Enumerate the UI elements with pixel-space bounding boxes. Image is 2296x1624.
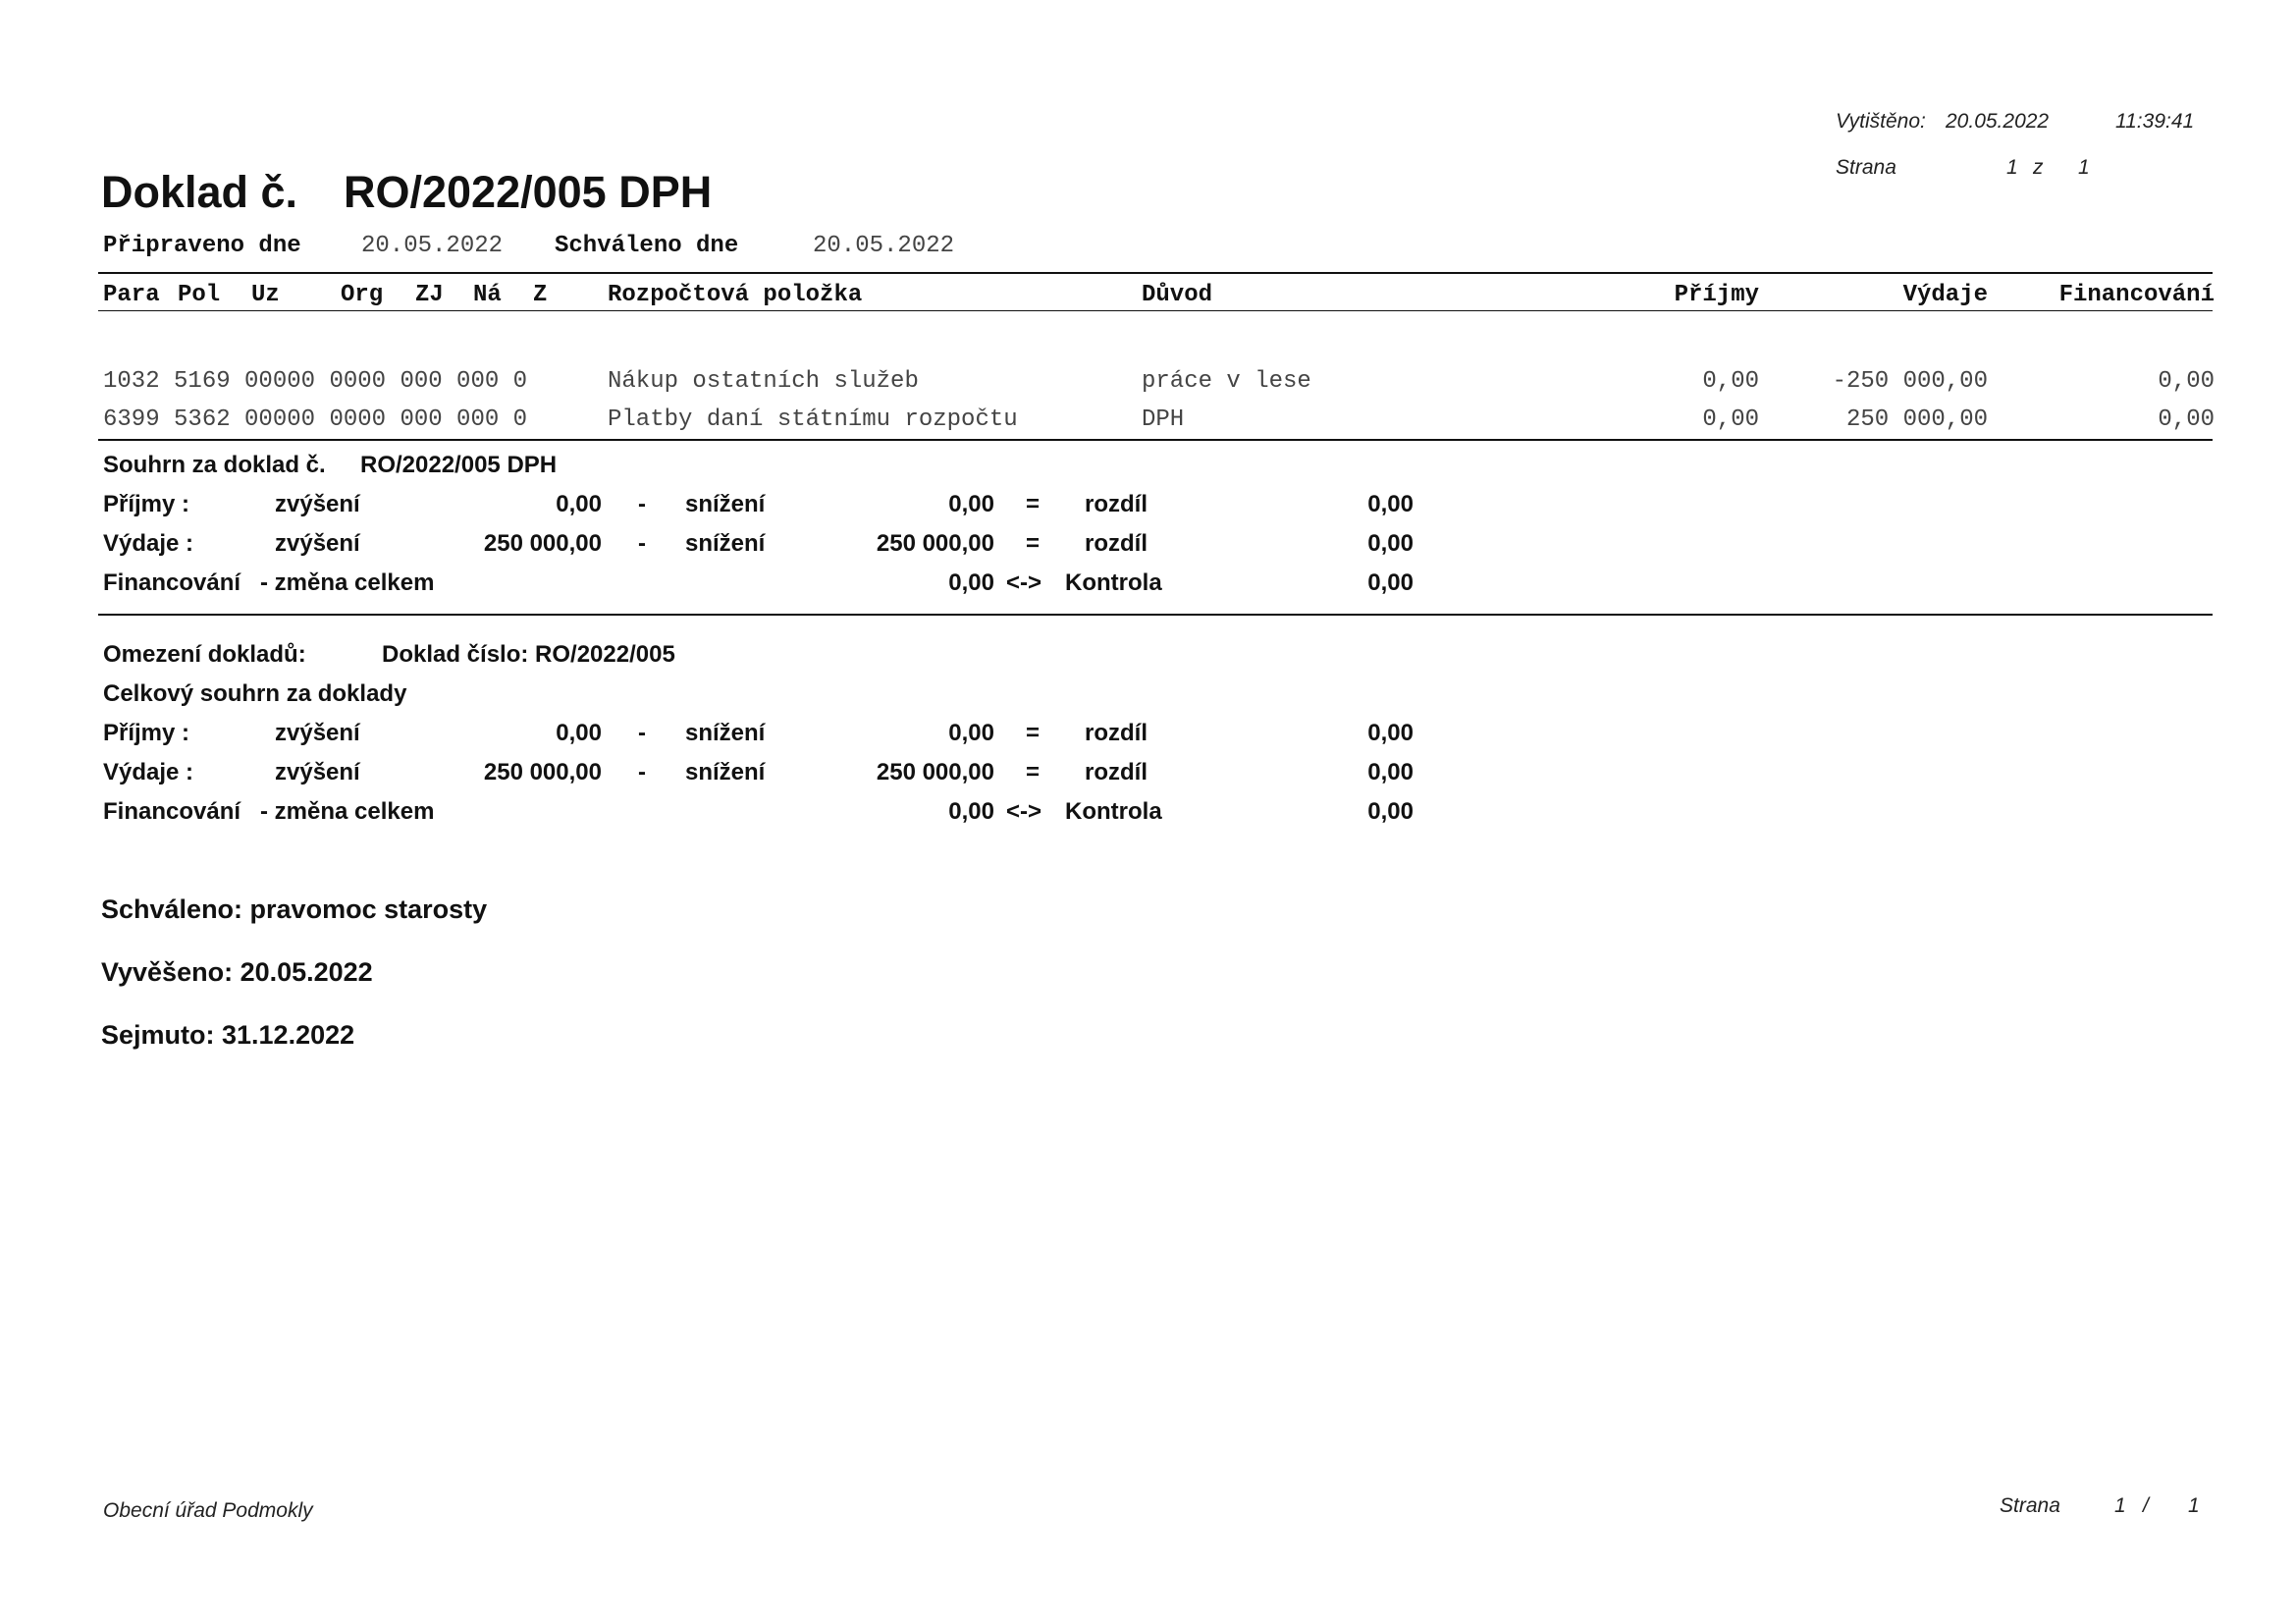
col-pol: Pol — [178, 282, 221, 308]
footer-page-current: 1 — [2114, 1494, 2126, 1517]
financing-label: Financování — [103, 569, 241, 596]
col-income: Příjmy — [1674, 282, 1759, 308]
col-para: Para — [103, 282, 160, 308]
page-header-sep: z — [2033, 156, 2044, 179]
prepared-date: 20.05.2022 — [361, 233, 504, 259]
summary-equals: = — [1026, 530, 1041, 557]
row-income: 0,00 — [1702, 368, 1759, 395]
summary-diff-value: 0,00 — [1367, 759, 1414, 785]
summary-diff-value: 0,00 — [1367, 720, 1414, 746]
summary-increase-value: 0,00 — [556, 720, 602, 746]
summary-diff-value: 0,00 — [1367, 491, 1414, 517]
summary-diff-label: rozdíl — [1085, 530, 1148, 557]
col-expense: Výdaje — [1902, 282, 1988, 308]
summary-diff-label: rozdíl — [1085, 720, 1148, 746]
removed-date: Sejmuto: 31.12.2022 — [101, 1020, 355, 1050]
summary-increase-value: 0,00 — [556, 491, 602, 517]
row-financing: 0,00 — [2158, 406, 2215, 433]
summary-decrease-label: snížení — [685, 759, 766, 785]
restriction-value: Doklad číslo: RO/2022/005 — [382, 641, 675, 668]
financing-check-value: 0,00 — [1367, 569, 1414, 596]
summary-increase-label: zvýšení — [275, 491, 360, 517]
summary-increase-label: zvýšení — [275, 759, 360, 785]
summary-diff-label: rozdíl — [1085, 759, 1148, 785]
page-header-current: 1 — [2006, 156, 2018, 179]
financing-check-label: Kontrola — [1065, 798, 1162, 825]
approved-date: 20.05.2022 — [813, 233, 955, 259]
financing-arrow: <-> — [1006, 569, 1042, 596]
printed-time: 11:39:41 — [2115, 110, 2195, 133]
col-na: Ná — [473, 282, 502, 308]
restriction-label: Omezení dokladů: — [103, 641, 306, 668]
summary-minus: - — [638, 491, 646, 517]
financing-label: Financování — [103, 798, 241, 825]
total-summary-title: Celkový souhrn za doklady — [103, 680, 407, 707]
financing-check-label: Kontrola — [1065, 569, 1162, 596]
document-title-prefix: Doklad č. — [101, 167, 298, 217]
summary-minus: - — [638, 759, 646, 785]
summary-row-label: Výdaje : — [103, 759, 194, 785]
row-financing: 0,00 — [2158, 368, 2215, 395]
summary-diff-value: 0,00 — [1367, 530, 1414, 557]
financing-check-value: 0,00 — [1367, 798, 1414, 825]
summary-diff-label: rozdíl — [1085, 491, 1148, 517]
summary-increase-value: 250 000,00 — [483, 530, 602, 557]
footer-page-sep: / — [2143, 1494, 2149, 1517]
row-reason: práce v lese — [1142, 368, 1311, 395]
page-header-total: 1 — [2078, 156, 2090, 179]
summary-decrease-value: 0,00 — [948, 491, 994, 517]
summary-increase-value: 250 000,00 — [483, 759, 602, 785]
col-org: Org — [341, 282, 384, 308]
col-item: Rozpočtová položka — [608, 282, 863, 308]
col-zj: ZJ — [415, 282, 444, 308]
summary-minus: - — [638, 720, 646, 746]
row-item: Platby daní státnímu rozpočtu — [608, 406, 1018, 433]
col-uz: Uz — [251, 282, 280, 308]
summary-decrease-label: snížení — [685, 720, 766, 746]
summary-decrease-label: snížení — [685, 491, 766, 517]
footer-office: Obecní úřad Podmokly — [103, 1499, 313, 1522]
summary-decrease-value: 250 000,00 — [876, 530, 994, 557]
footer-page-label: Strana — [2000, 1494, 2060, 1517]
financing-value: 0,00 — [948, 798, 994, 825]
row-codes: 6399 5362 00000 0000 000 000 0 — [103, 406, 528, 433]
printed-label: Vytištěno: — [1836, 110, 1926, 133]
row-expense: 250 000,00 — [1845, 406, 1988, 433]
summary-row-label: Příjmy : — [103, 720, 190, 746]
financing-change-label: - změna celkem — [260, 569, 435, 596]
table-header-rule — [98, 310, 2213, 311]
summary-title-label: Souhrn za doklad č. — [103, 452, 326, 478]
financing-arrow: <-> — [1006, 798, 1042, 825]
summary-decrease-label: snížení — [685, 530, 766, 557]
financing-change-label: - změna celkem — [260, 798, 435, 825]
summary-row-label: Výdaje : — [103, 530, 194, 557]
prepared-label: Připraveno dne — [103, 233, 301, 259]
row-income: 0,00 — [1702, 406, 1759, 433]
summary-equals: = — [1026, 720, 1041, 746]
financing-value: 0,00 — [948, 569, 994, 596]
row-codes: 1032 5169 00000 0000 000 000 0 — [103, 368, 528, 395]
printed-date: 20.05.2022 — [1946, 110, 2050, 133]
summary-minus: - — [638, 530, 646, 557]
summary-decrease-value: 250 000,00 — [876, 759, 994, 785]
approved-label: Schváleno dne — [555, 233, 739, 259]
summary-increase-label: zvýšení — [275, 530, 360, 557]
posted-date: Vyvěšeno: 20.05.2022 — [101, 957, 373, 987]
approved-by: Schváleno: pravomoc starosty — [101, 894, 488, 924]
table-top-rule — [98, 272, 2213, 274]
table-bottom-rule — [98, 439, 2213, 441]
col-reason: Důvod — [1142, 282, 1213, 308]
summary-title-number: RO/2022/005 DPH — [360, 452, 558, 478]
summary-decrease-value: 0,00 — [948, 720, 994, 746]
row-expense: -250 000,00 — [1832, 368, 1988, 395]
summary-equals: = — [1026, 759, 1041, 785]
row-item: Nákup ostatních služeb — [608, 368, 919, 395]
summary-row-label: Příjmy : — [103, 491, 190, 517]
summary-equals: = — [1026, 491, 1041, 517]
summary-divider — [98, 614, 2213, 616]
row-reason: DPH — [1142, 406, 1185, 433]
summary-increase-label: zvýšení — [275, 720, 360, 746]
document-number: RO/2022/005 DPH — [344, 167, 713, 217]
page-header-label: Strana — [1836, 156, 1896, 179]
footer-page-total: 1 — [2188, 1494, 2200, 1517]
col-z: Z — [533, 282, 548, 308]
col-financing: Financování — [2058, 282, 2215, 308]
